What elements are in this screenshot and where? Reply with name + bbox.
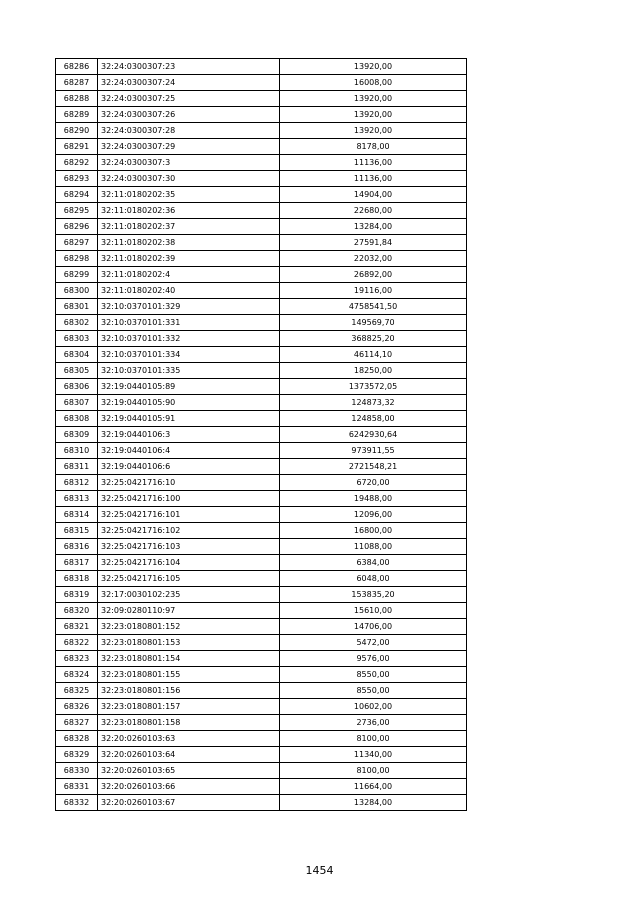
cadastral-number-cell: 32:24:0300307:28 (98, 123, 280, 139)
table-row (56, 75, 467, 91)
table-row (56, 731, 467, 747)
cadastral-number-cell: 32:23:0180801:152 (98, 619, 280, 635)
cadastral-number-cell: 32:19:0440106:4 (98, 443, 280, 459)
cadastral-number-cell: 32:10:0370101:329 (98, 299, 280, 315)
row-number-cell: 68330 (56, 763, 98, 779)
row-number-cell: 68296 (56, 219, 98, 235)
value-cell: 46114,10 (280, 347, 467, 363)
row-number-cell: 68325 (56, 683, 98, 699)
cadastral-number-cell: 32:19:0440106:6 (98, 459, 280, 475)
value-cell: 18250,00 (280, 363, 467, 379)
table-row (56, 747, 467, 763)
table-row (56, 571, 467, 587)
row-number-cell: 68302 (56, 315, 98, 331)
row-number-cell: 68327 (56, 715, 98, 731)
table-row (56, 651, 467, 667)
table-row (56, 59, 467, 75)
cadastral-number-cell: 32:25:0421716:100 (98, 491, 280, 507)
value-cell: 11136,00 (280, 171, 467, 187)
value-cell: 8178,00 (280, 139, 467, 155)
cadastral-number-cell: 32:20:0260103:67 (98, 795, 280, 811)
cadastral-number-cell: 32:19:0440105:91 (98, 411, 280, 427)
value-cell: 11664,00 (280, 779, 467, 795)
row-number-cell: 68315 (56, 523, 98, 539)
row-number-cell: 68308 (56, 411, 98, 427)
row-number-cell: 68310 (56, 443, 98, 459)
cadastral-number-cell: 32:25:0421716:10 (98, 475, 280, 491)
table-row (56, 187, 467, 203)
value-cell: 26892,00 (280, 267, 467, 283)
value-cell: 4758541,50 (280, 299, 467, 315)
value-cell: 13920,00 (280, 59, 467, 75)
table-row (56, 523, 467, 539)
cadastral-number-cell: 32:11:0180202:35 (98, 187, 280, 203)
value-cell: 6720,00 (280, 475, 467, 491)
row-number-cell: 68294 (56, 187, 98, 203)
table-row (56, 315, 467, 331)
cadastral-number-cell: 32:24:0300307:29 (98, 139, 280, 155)
value-cell: 124858,00 (280, 411, 467, 427)
value-cell: 27591,84 (280, 235, 467, 251)
value-cell: 12096,00 (280, 507, 467, 523)
value-cell: 13920,00 (280, 91, 467, 107)
table-row (56, 507, 467, 523)
cadastral-number-cell: 32:24:0300307:24 (98, 75, 280, 91)
row-number-cell: 68329 (56, 747, 98, 763)
cadastral-number-cell: 32:10:0370101:331 (98, 315, 280, 331)
cadastral-number-cell: 32:11:0180202:38 (98, 235, 280, 251)
value-cell: 6384,00 (280, 555, 467, 571)
cadastral-number-cell: 32:19:0440105:89 (98, 379, 280, 395)
table-row (56, 331, 467, 347)
value-cell: 13284,00 (280, 795, 467, 811)
cadastral-number-cell: 32:10:0370101:335 (98, 363, 280, 379)
row-number-cell: 68286 (56, 59, 98, 75)
cadastral-number-cell: 32:23:0180801:154 (98, 651, 280, 667)
table-row (56, 171, 467, 187)
table-row (56, 555, 467, 571)
value-cell: 8550,00 (280, 683, 467, 699)
table-row (56, 443, 467, 459)
cadastral-number-cell: 32:20:0260103:66 (98, 779, 280, 795)
cadastral-number-cell: 32:17:0030102:235 (98, 587, 280, 603)
table-row (56, 475, 467, 491)
row-number-cell: 68295 (56, 203, 98, 219)
value-cell: 13920,00 (280, 107, 467, 123)
cadastral-number-cell: 32:10:0370101:334 (98, 347, 280, 363)
value-cell: 149569,70 (280, 315, 467, 331)
value-cell: 11136,00 (280, 155, 467, 171)
table-row (56, 107, 467, 123)
cadastral-number-cell: 32:24:0300307:23 (98, 59, 280, 75)
table-row (56, 219, 467, 235)
cadastral-number-cell: 32:20:0260103:64 (98, 747, 280, 763)
row-number-cell: 68292 (56, 155, 98, 171)
cadastral-number-cell: 32:19:0440106:3 (98, 427, 280, 443)
table-row (56, 715, 467, 731)
value-cell: 973911,55 (280, 443, 467, 459)
table-row (56, 667, 467, 683)
row-number-cell: 68300 (56, 283, 98, 299)
cadastral-number-cell: 32:24:0300307:26 (98, 107, 280, 123)
row-number-cell: 68316 (56, 539, 98, 555)
value-cell: 8550,00 (280, 667, 467, 683)
cadastral-number-cell: 32:11:0180202:40 (98, 283, 280, 299)
value-cell: 14706,00 (280, 619, 467, 635)
row-number-cell: 68309 (56, 427, 98, 443)
cadastral-number-cell: 32:20:0260103:65 (98, 763, 280, 779)
value-cell: 11088,00 (280, 539, 467, 555)
cadastral-number-cell: 32:10:0370101:332 (98, 331, 280, 347)
cadastral-number-cell: 32:24:0300307:25 (98, 91, 280, 107)
value-cell: 15610,00 (280, 603, 467, 619)
row-number-cell: 68289 (56, 107, 98, 123)
table-row (56, 299, 467, 315)
row-number-cell: 68298 (56, 251, 98, 267)
table-row (56, 603, 467, 619)
cadastral-number-cell: 32:23:0180801:156 (98, 683, 280, 699)
row-number-cell: 68312 (56, 475, 98, 491)
row-number-cell: 68306 (56, 379, 98, 395)
value-cell: 13284,00 (280, 219, 467, 235)
table-row (56, 763, 467, 779)
table-row (56, 539, 467, 555)
value-cell: 14904,00 (280, 187, 467, 203)
value-cell: 8100,00 (280, 763, 467, 779)
value-cell: 16800,00 (280, 523, 467, 539)
cadastral-number-cell: 32:11:0180202:4 (98, 267, 280, 283)
value-cell: 124873,32 (280, 395, 467, 411)
table-row (56, 587, 467, 603)
value-cell: 6242930,64 (280, 427, 467, 443)
row-number-cell: 68323 (56, 651, 98, 667)
row-number-cell: 68301 (56, 299, 98, 315)
cadastral-number-cell: 32:11:0180202:39 (98, 251, 280, 267)
cadastral-number-cell: 32:23:0180801:158 (98, 715, 280, 731)
table-row (56, 139, 467, 155)
row-number-cell: 68287 (56, 75, 98, 91)
value-cell: 6048,00 (280, 571, 467, 587)
row-number-cell: 68293 (56, 171, 98, 187)
row-number-cell: 68311 (56, 459, 98, 475)
row-number-cell: 68303 (56, 331, 98, 347)
value-cell: 22680,00 (280, 203, 467, 219)
row-number-cell: 68319 (56, 587, 98, 603)
row-number-cell: 68322 (56, 635, 98, 651)
cadastral-number-cell: 32:19:0440105:90 (98, 395, 280, 411)
row-number-cell: 68304 (56, 347, 98, 363)
table-row (56, 619, 467, 635)
row-number-cell: 68328 (56, 731, 98, 747)
row-number-cell: 68324 (56, 667, 98, 683)
table-row (56, 123, 467, 139)
table-row (56, 251, 467, 267)
cadastral-number-cell: 32:25:0421716:102 (98, 523, 280, 539)
row-number-cell: 68313 (56, 491, 98, 507)
table-row (56, 635, 467, 651)
row-number-cell: 68305 (56, 363, 98, 379)
table-row (56, 347, 467, 363)
cadastral-number-cell: 32:25:0421716:105 (98, 571, 280, 587)
value-cell: 16008,00 (280, 75, 467, 91)
cadastral-number-cell: 32:25:0421716:101 (98, 507, 280, 523)
table-row (56, 203, 467, 219)
value-cell: 19116,00 (280, 283, 467, 299)
table-row (56, 155, 467, 171)
page-number: 1454 (305, 864, 334, 877)
value-cell: 2721548,21 (280, 459, 467, 475)
cadastral-number-cell: 32:11:0180202:36 (98, 203, 280, 219)
table-row (56, 363, 467, 379)
row-number-cell: 68331 (56, 779, 98, 795)
table-row (56, 491, 467, 507)
table-row (56, 459, 467, 475)
table-row (56, 395, 467, 411)
value-cell: 5472,00 (280, 635, 467, 651)
records-table-body (56, 59, 467, 811)
table-row (56, 795, 467, 811)
records-table (55, 58, 467, 811)
value-cell: 13920,00 (280, 123, 467, 139)
cadastral-number-cell: 32:09:0280110:97 (98, 603, 280, 619)
cadastral-number-cell: 32:23:0180801:155 (98, 667, 280, 683)
value-cell: 8100,00 (280, 731, 467, 747)
cadastral-number-cell: 32:11:0180202:37 (98, 219, 280, 235)
row-number-cell: 68291 (56, 139, 98, 155)
table-row (56, 699, 467, 715)
cadastral-number-cell: 32:23:0180801:157 (98, 699, 280, 715)
value-cell: 22032,00 (280, 251, 467, 267)
cadastral-number-cell: 32:24:0300307:30 (98, 171, 280, 187)
table-row (56, 267, 467, 283)
cadastral-number-cell: 32:25:0421716:103 (98, 539, 280, 555)
row-number-cell: 68299 (56, 267, 98, 283)
value-cell: 10602,00 (280, 699, 467, 715)
cadastral-number-cell: 32:23:0180801:153 (98, 635, 280, 651)
row-number-cell: 68320 (56, 603, 98, 619)
cadastral-number-cell: 32:25:0421716:104 (98, 555, 280, 571)
table-row (56, 283, 467, 299)
row-number-cell: 68290 (56, 123, 98, 139)
row-number-cell: 68318 (56, 571, 98, 587)
table-row (56, 235, 467, 251)
table-row (56, 91, 467, 107)
row-number-cell: 68307 (56, 395, 98, 411)
value-cell: 2736,00 (280, 715, 467, 731)
table-row (56, 683, 467, 699)
value-cell: 368825,20 (280, 331, 467, 347)
cadastral-number-cell: 32:20:0260103:63 (98, 731, 280, 747)
table-row (56, 411, 467, 427)
value-cell: 9576,00 (280, 651, 467, 667)
row-number-cell: 68288 (56, 91, 98, 107)
value-cell: 19488,00 (280, 491, 467, 507)
row-number-cell: 68321 (56, 619, 98, 635)
row-number-cell: 68317 (56, 555, 98, 571)
row-number-cell: 68326 (56, 699, 98, 715)
table-row (56, 379, 467, 395)
cadastral-number-cell: 32:24:0300307:3 (98, 155, 280, 171)
table-row (56, 427, 467, 443)
value-cell: 1373572,05 (280, 379, 467, 395)
row-number-cell: 68332 (56, 795, 98, 811)
table-row (56, 779, 467, 795)
value-cell: 153835,20 (280, 587, 467, 603)
row-number-cell: 68297 (56, 235, 98, 251)
value-cell: 11340,00 (280, 747, 467, 763)
row-number-cell: 68314 (56, 507, 98, 523)
